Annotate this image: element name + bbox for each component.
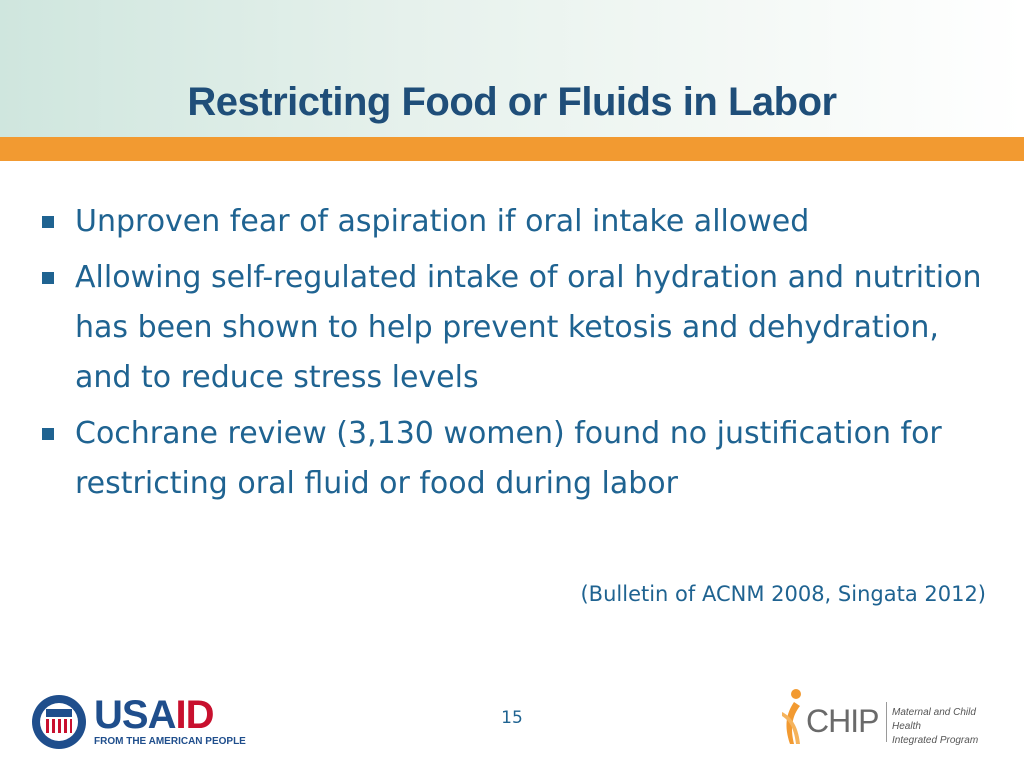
page-number: 15 [501, 708, 523, 728]
slide-title: Restricting Food or Fluids in Labor [187, 80, 837, 124]
square-bullet-icon [42, 428, 54, 440]
usaid-tagline: FROM THE AMERICAN PEOPLE [94, 736, 246, 747]
mchip-tagline: Maternal and Child Health Integrated Program [892, 707, 979, 746]
bullet-text: Unproven fear of aspiration if oral intake allowed [75, 204, 810, 239]
usaid-wordmark: USAID [94, 693, 214, 737]
mchip-divider [886, 702, 887, 742]
bullet-item [40, 197, 1000, 247]
usaid-logo [32, 693, 246, 751]
accent-bar [0, 137, 1024, 161]
usaid-seal-icon [32, 695, 86, 749]
bullet-item [40, 253, 1000, 403]
citation: (Bulletin of ACNM 2008, Singata 2012) [580, 582, 986, 606]
square-bullet-icon [42, 216, 54, 228]
bullet-list [40, 197, 1000, 515]
bullet-text: Allowing self-regulated intake of oral hydration and nutrition has been shown to help prevent ketosis and dehydration, and to reduce stress levels [75, 260, 982, 395]
square-bullet-icon [42, 272, 54, 284]
mchip-logo [776, 686, 996, 750]
bullet-item [40, 409, 1000, 509]
mchip-wordmark: CHIP [806, 703, 879, 739]
bullet-text: Cochrane review (3,130 women) found no justification for restricting oral fluid or food during labor [75, 416, 942, 501]
